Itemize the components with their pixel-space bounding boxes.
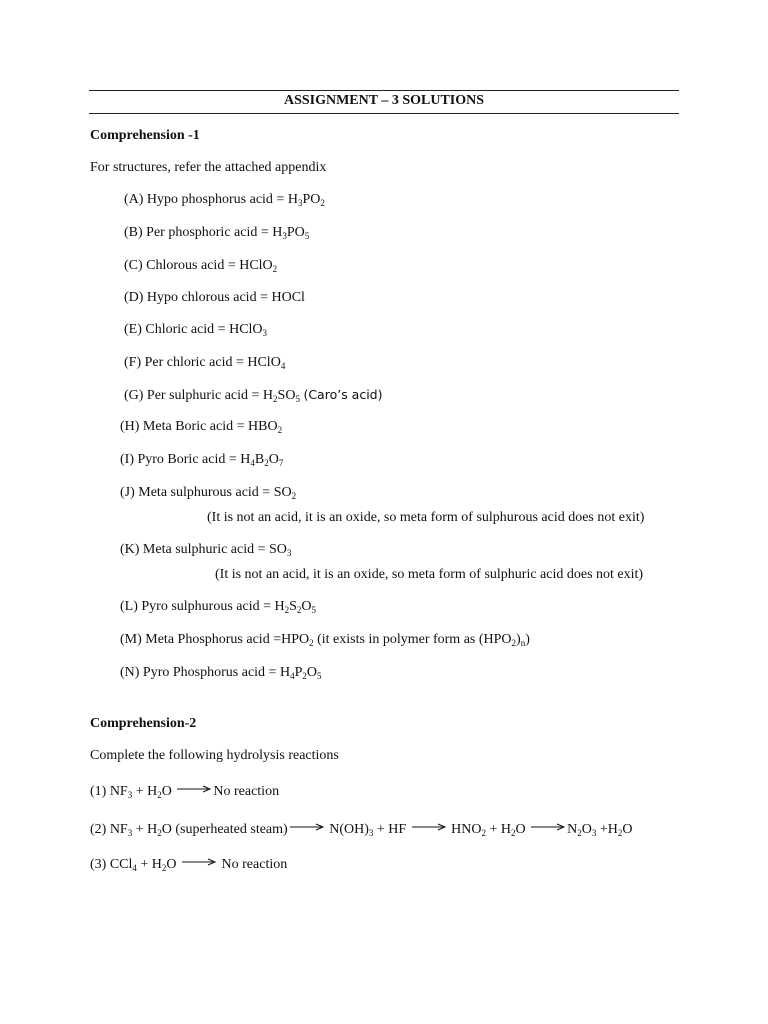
formula-part: S: [289, 599, 297, 614]
subscript: 3: [127, 828, 133, 838]
reaction-part: O: [515, 822, 530, 837]
subscript: n: [520, 638, 526, 648]
acid-item: [124, 387, 383, 404]
reaction-arrow-icon: [412, 823, 446, 831]
acid-item: [124, 225, 309, 241]
acid-name: (H) Meta Boric acid = HBO: [120, 419, 278, 434]
subscript: 4: [290, 671, 295, 681]
subscript: 2: [481, 828, 486, 838]
subscript: 3: [282, 231, 287, 241]
subscript: 4: [132, 863, 137, 873]
reaction-part: (1) NF: [90, 784, 128, 799]
reaction-part: No reaction: [218, 857, 288, 872]
subscript: 2: [157, 828, 162, 838]
subscript: 3: [297, 198, 303, 208]
subscript: 2: [157, 790, 162, 800]
subscript: 2: [296, 605, 302, 615]
comprehension-2-intro: Complete the following hydrolysis reactions: [90, 748, 339, 763]
reaction-part: O: [622, 822, 633, 837]
acid-item: [120, 665, 321, 681]
reaction-part: N(OH): [325, 822, 369, 837]
reaction-part: O: [166, 857, 181, 872]
subscript: 5: [304, 231, 310, 241]
formula-part: ): [516, 632, 521, 647]
subscript: 2: [272, 264, 278, 274]
acid-name: (C) Chlorous acid = HClO: [124, 258, 273, 273]
subscript: 2: [577, 828, 582, 838]
subscript: 5: [295, 394, 300, 404]
subscript: 2: [273, 394, 278, 404]
subscript: 2: [511, 828, 516, 838]
reaction-part: + H: [132, 784, 158, 799]
acid-name: (F) Per chloric acid = HClO: [124, 355, 281, 370]
page-title: ASSIGNMENT – 3 SOLUTIONS: [283, 93, 485, 108]
reaction-part: No reaction: [213, 784, 280, 799]
acid-item: [120, 452, 283, 468]
subscript: 2: [264, 458, 269, 468]
acid-name: (I) Pyro Boric acid = H: [120, 452, 251, 467]
acid-item: [124, 322, 267, 338]
formula-part: SO: [277, 388, 296, 403]
subscript: 4: [280, 361, 286, 371]
subscript: 2: [511, 638, 517, 648]
subscript: 3: [591, 828, 597, 838]
reaction-arrow-icon: [182, 858, 216, 866]
reaction: [90, 857, 287, 873]
formula-part: O: [306, 665, 317, 680]
acid-name: (G) Per sulphuric acid = H: [124, 388, 274, 403]
formula-part: PO: [286, 225, 305, 240]
reaction-part: O: [581, 822, 592, 837]
reaction-part: N: [567, 822, 578, 837]
subscript: 2: [277, 425, 283, 435]
reaction-part: + H: [132, 822, 158, 837]
acid-name: (N) Pyro Phosphorus acid = H: [120, 665, 291, 680]
acid-name: (E) Chloric acid = HClO: [124, 322, 263, 337]
acid-item: [120, 599, 316, 615]
reaction: [90, 822, 633, 838]
title-rule-bottom: [89, 113, 679, 114]
comprehension-1-intro: For structures, refer the attached appendix: [90, 160, 327, 175]
acid-name: (J) Meta sulphurous acid = SO: [120, 485, 292, 500]
subscript: 5: [316, 671, 322, 681]
formula-part: PO: [302, 192, 321, 207]
acid-item: [120, 485, 296, 501]
note-sulphuric: (It is not an acid, it is an oxide, so meta form of sulphuric acid does not exit): [215, 567, 644, 582]
reaction: [90, 784, 279, 800]
acid-name: (L) Pyro sulphurous acid = H: [120, 599, 285, 614]
reaction-part: +H: [596, 822, 618, 837]
reaction-part: + H: [486, 822, 512, 837]
acid-name: (D) Hypo chlorous acid = HOCl: [124, 290, 305, 305]
formula-part: P: [294, 665, 303, 680]
reaction-part: + HF: [373, 822, 410, 837]
subscript: 2: [302, 671, 307, 681]
subscript: 3: [368, 828, 374, 838]
acid-name: (A) Hypo phosphorus acid = H: [124, 192, 298, 207]
acid-name: (B) Per phosphoric acid = H: [124, 225, 283, 240]
reaction-arrow-icon: [290, 823, 324, 831]
subscript: 4: [250, 458, 255, 468]
formula-part: B: [254, 452, 265, 467]
acid-item: [124, 258, 277, 274]
subscript: 2: [309, 638, 314, 648]
acid-item: [120, 632, 530, 648]
subscript: 2: [161, 863, 167, 873]
subscript: 2: [320, 198, 325, 208]
acid-item: [124, 355, 285, 371]
subscript: 2: [617, 828, 623, 838]
acid-item: [120, 419, 282, 435]
reaction-arrow-icon: [177, 785, 211, 793]
subscript: 2: [284, 605, 290, 615]
comprehension-2-heading: Comprehension-2: [90, 716, 197, 731]
acid-item: [124, 192, 325, 208]
note-sulphurous: (It is not an acid, it is an oxide, so meta form of sulphurous acid does not exit): [207, 510, 645, 525]
acid-name: (M) Meta Phosphorus acid =HPO: [120, 632, 310, 647]
acid-name: (K) Meta sulphuric acid = SO: [120, 542, 287, 557]
title-rule-top: [89, 90, 679, 91]
reaction-part: O (superheated steam): [161, 822, 288, 837]
reaction-part: + H: [136, 857, 162, 872]
comprehension-1-heading: Comprehension -1: [90, 128, 200, 143]
acid-alias: (Caro’s acid): [303, 387, 383, 402]
formula-part: O: [301, 599, 312, 614]
formula-part: (it exists in polymer form as (HPO: [313, 632, 512, 647]
subscript: 5: [311, 605, 317, 615]
formula-part: ): [525, 632, 530, 647]
acid-item: [124, 290, 305, 306]
reaction-part: O: [161, 784, 176, 799]
subscript: 3: [262, 328, 268, 338]
acid-item: [120, 542, 291, 558]
formula-part: O: [268, 452, 279, 467]
reaction-part: HNO: [447, 822, 482, 837]
reaction-part: (2) NF: [90, 822, 128, 837]
reaction-part: (3) CCl: [90, 857, 133, 872]
subscript: 7: [278, 458, 284, 468]
reaction-arrow-icon: [531, 823, 565, 831]
subscript: 3: [286, 548, 292, 558]
subscript: 2: [291, 491, 297, 501]
subscript: 3: [127, 790, 133, 800]
